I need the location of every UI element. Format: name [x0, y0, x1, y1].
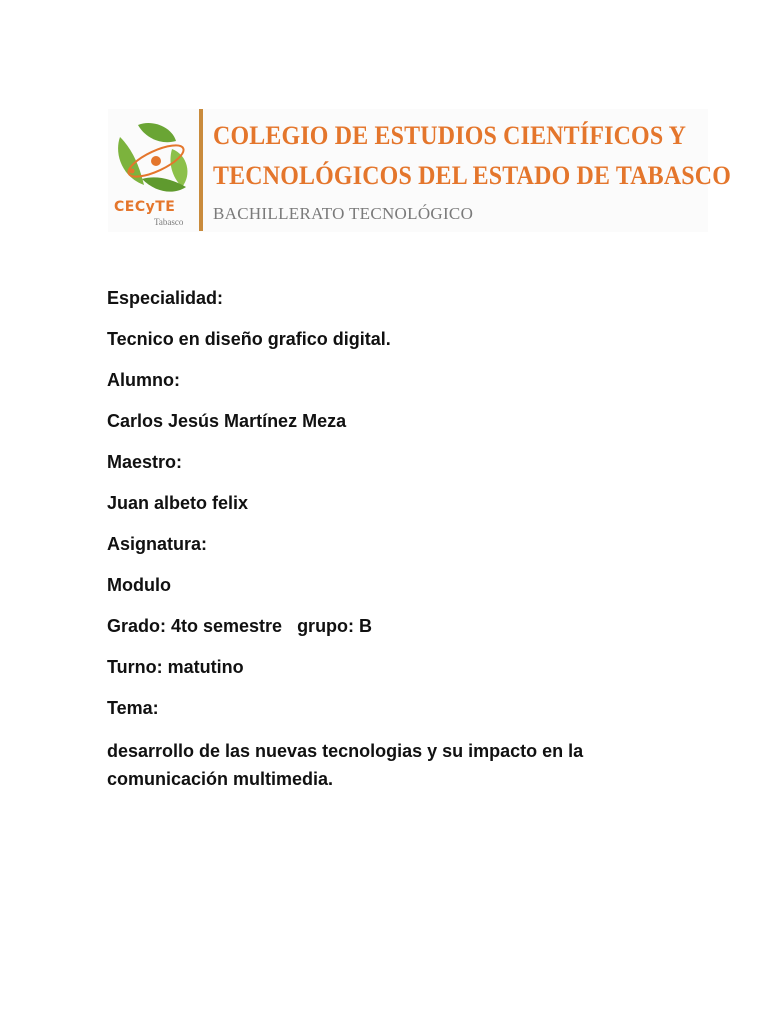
- tema-value: desarrollo de las nuevas tecnologias y su impacto en la comunicación multimedia.: [107, 741, 584, 789]
- alumno-value: Carlos Jesús Martínez Meza: [107, 411, 347, 431]
- maestro-label: Maestro:: [107, 452, 183, 472]
- asignatura-label: Asignatura:: [107, 534, 208, 554]
- especialidad-value: Tecnico en diseño grafico digital.: [107, 329, 391, 349]
- college-name-line2: TECNOLÓGICOS DEL ESTADO DE TABASCO: [213, 161, 732, 190]
- college-name-line1: COLEGIO DE ESTUDIOS CIENTÍFICOS Y: [213, 121, 687, 150]
- institution-header: [108, 109, 732, 232]
- cover-info: [107, 286, 667, 793]
- grado-line: Grado: 4to semestre grupo: B: [107, 616, 373, 636]
- especialidad-label: Especialidad:: [107, 288, 224, 308]
- asignatura-value: Modulo: [107, 575, 171, 595]
- logo-text: CECyTE: [114, 199, 176, 215]
- header-subtitle: BACHILLERATO TECNOLÓGICO: [213, 204, 474, 223]
- logo-subtext: Tabasco: [154, 217, 184, 227]
- cecyte-logo: [112, 119, 198, 225]
- header-divider: [199, 109, 203, 231]
- alumno-label: Alumno:: [107, 370, 180, 390]
- turno-line: Turno: matutino: [107, 657, 244, 677]
- maestro-value: Juan albeto felix: [107, 493, 249, 513]
- leaf-atom-icon: [112, 119, 198, 199]
- tema-label: Tema:: [107, 698, 159, 718]
